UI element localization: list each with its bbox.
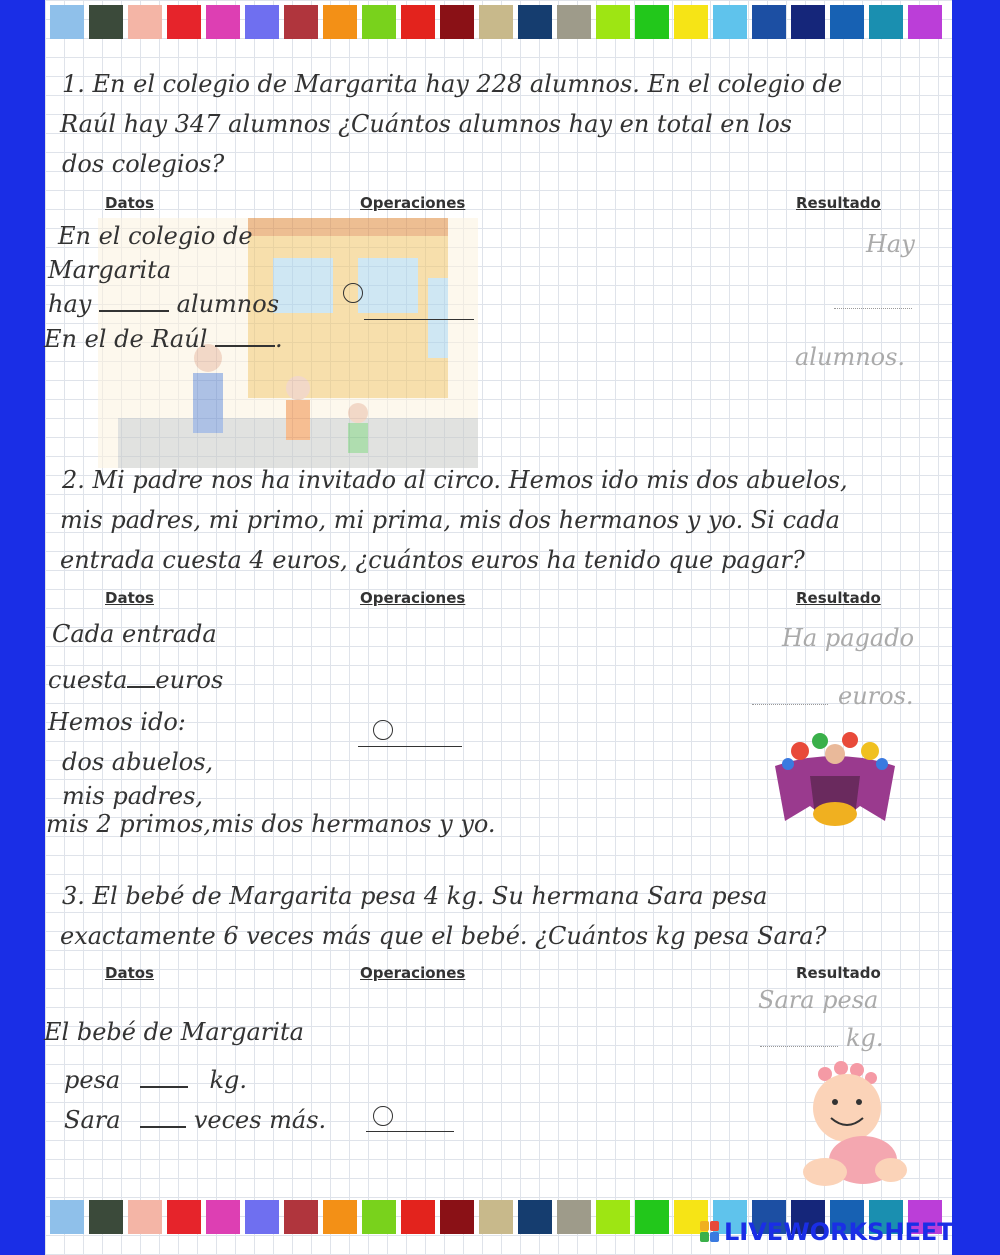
- color-swatch: [440, 1200, 474, 1234]
- problem3-datos-kg: kg.: [209, 1066, 248, 1094]
- color-swatch: [635, 1200, 669, 1234]
- color-swatch: [557, 1200, 591, 1234]
- problem2-datos-line6: [46, 810, 496, 838]
- problem2-datos-line1: Cada entrada: [52, 620, 217, 648]
- color-swatch: [752, 5, 786, 39]
- problem1-datos-raul: En el de Raúl: [44, 325, 208, 353]
- problem2-datos-mis2: mis 2: [46, 810, 112, 838]
- problem1-datos-alumnos: alumnos: [176, 290, 280, 318]
- problem3-header-datos: Datos: [105, 964, 154, 982]
- color-swatch: [518, 5, 552, 39]
- problem2-datos-line5: mis padres,: [62, 782, 204, 810]
- problem2-resultado-line1: Ha pagado: [782, 624, 915, 652]
- problem2-answer-blank[interactable]: [752, 704, 828, 705]
- problem1-question-line1: 1. En el colegio de Margarita hay 228 alumnos. En el colegio de: [62, 70, 843, 98]
- liveworksheets-logo: [700, 1218, 971, 1246]
- problem1-resultado-line1: Hay: [866, 230, 915, 258]
- color-swatch: [401, 1200, 435, 1234]
- problem2-datos-line3: Hemos ido:: [48, 708, 186, 736]
- color-swatch: [596, 1200, 630, 1234]
- color-swatch: [50, 5, 84, 39]
- left-blue-border: [0, 0, 45, 1255]
- color-swatch: [440, 5, 474, 39]
- problem2-question-line2: mis padres, mi primo, mi prima, mis dos hermanos y yo. Si cada: [60, 506, 840, 534]
- problem1-datos-line3: [48, 290, 279, 318]
- color-swatch: [167, 5, 201, 39]
- color-swatch: [557, 5, 591, 39]
- problem3-header-resultado: Resultado: [796, 964, 881, 982]
- top-color-strip: [50, 5, 947, 39]
- problem1-datos-period: .: [275, 325, 283, 353]
- problem1-header-operaciones: Operaciones: [360, 194, 466, 212]
- problem1-question-line3: dos colegios?: [62, 150, 225, 178]
- problem1-operation-line: [364, 318, 474, 320]
- problem3-datos-veces: veces más.: [193, 1106, 327, 1134]
- problem3-blank-times[interactable]: [140, 1122, 186, 1128]
- color-swatch: [830, 5, 864, 39]
- color-swatch: [479, 5, 513, 39]
- color-swatch: [206, 1200, 240, 1234]
- problem2-datos-cuesta: cuesta: [48, 666, 128, 694]
- liveworksheets-logo-icon: [700, 1221, 720, 1243]
- color-swatch: [635, 5, 669, 39]
- problem3-question-line1: 3. El bebé de Margarita pesa 4 kg. Su hermana Sara pesa: [62, 882, 768, 910]
- color-swatch: [869, 5, 903, 39]
- problem2-header-operaciones: Operaciones: [360, 589, 466, 607]
- color-swatch: [323, 5, 357, 39]
- problem2-datos-line4: dos abuelos,: [62, 748, 214, 776]
- circus-tent-illustration: [770, 726, 900, 836]
- color-swatch: [323, 1200, 357, 1234]
- color-swatch: [128, 1200, 162, 1234]
- problem1-resultado-line2: alumnos.: [795, 343, 906, 371]
- problem3-question-line2: exactamente 6 veces más que el bebé. ¿Cuántos kg pesa Sara?: [60, 922, 827, 950]
- problem1-datos-hay: hay: [48, 290, 92, 318]
- problem2-header-resultado: Resultado: [796, 589, 881, 607]
- problem3-operation-line: [366, 1130, 454, 1132]
- baby-illustration: [795, 1060, 910, 1188]
- right-blue-border: [952, 0, 1000, 1255]
- color-swatch: [596, 5, 630, 39]
- color-swatch: [167, 1200, 201, 1234]
- color-swatch: [50, 1200, 84, 1234]
- problem3-datos-line1: El bebé de Margarita: [44, 1018, 304, 1046]
- color-swatch: [284, 5, 318, 39]
- problem2-blank-price[interactable]: [127, 682, 155, 688]
- liveworksheets-brand-text: LIVEWORKSHEETS: [724, 1218, 971, 1246]
- color-swatch: [713, 5, 747, 39]
- color-swatch: [479, 1200, 513, 1234]
- problem1-header-resultado: Resultado: [796, 194, 881, 212]
- problem1-header-datos: Datos: [105, 194, 154, 212]
- color-swatch: [89, 5, 123, 39]
- color-swatch: [362, 5, 396, 39]
- problem3-resultado-line2: kg.: [846, 1024, 884, 1052]
- color-swatch: [245, 5, 279, 39]
- color-swatch: [674, 5, 708, 39]
- color-swatch: [908, 5, 942, 39]
- color-swatch: [206, 5, 240, 39]
- problem1-datos-line2: Margarita: [48, 256, 172, 284]
- problem2-datos-line2: [48, 666, 223, 694]
- color-swatch: [89, 1200, 123, 1234]
- problem1-blank-raul[interactable]: [215, 341, 275, 347]
- problem3-operation-sign-circle[interactable]: [373, 1106, 393, 1126]
- problem3-header-operaciones: Operaciones: [360, 964, 466, 982]
- problem3-resultado-line1: Sara pesa: [758, 986, 879, 1014]
- color-swatch: [362, 1200, 396, 1234]
- problem2-datos-euros: euros: [155, 666, 224, 694]
- problem1-question-line2: Raúl hay 347 alumnos ¿Cuántos alumnos hay en total en los: [60, 110, 792, 138]
- problem3-datos-pesa: pesa: [64, 1066, 121, 1094]
- problem1-datos-line1: En el colegio de: [58, 222, 253, 250]
- problem2-datos-primos: primos,mis dos hermanos y yo.: [119, 810, 496, 838]
- color-swatch: [245, 1200, 279, 1234]
- color-swatch: [518, 1200, 552, 1234]
- problem2-resultado-line2: euros.: [838, 682, 914, 710]
- problem1-answer-blank[interactable]: [834, 308, 912, 309]
- problem3-datos-sara: Sara: [64, 1106, 121, 1134]
- problem2-operation-sign-circle[interactable]: [373, 720, 393, 740]
- color-swatch: [401, 5, 435, 39]
- problem1-datos-line4: [44, 325, 283, 353]
- problem2-operation-line: [358, 745, 462, 747]
- problem2-header-datos: Datos: [105, 589, 154, 607]
- problem3-answer-blank[interactable]: [760, 1046, 838, 1047]
- color-swatch: [791, 5, 825, 39]
- problem1-blank-margarita[interactable]: [99, 306, 169, 312]
- problem3-datos-line2: [64, 1066, 247, 1094]
- color-swatch: [284, 1200, 318, 1234]
- problem2-question-line3: entrada cuesta 4 euros, ¿cuántos euros ha tenido que pagar?: [60, 546, 805, 574]
- problem1-operation-sign-circle[interactable]: [343, 283, 363, 303]
- problem2-question-line1: 2. Mi padre nos ha invitado al circo. Hemos ido mis dos abuelos,: [62, 466, 848, 494]
- problem3-datos-line3: [64, 1106, 326, 1134]
- problem3-blank-weight[interactable]: [140, 1082, 188, 1088]
- color-swatch: [128, 5, 162, 39]
